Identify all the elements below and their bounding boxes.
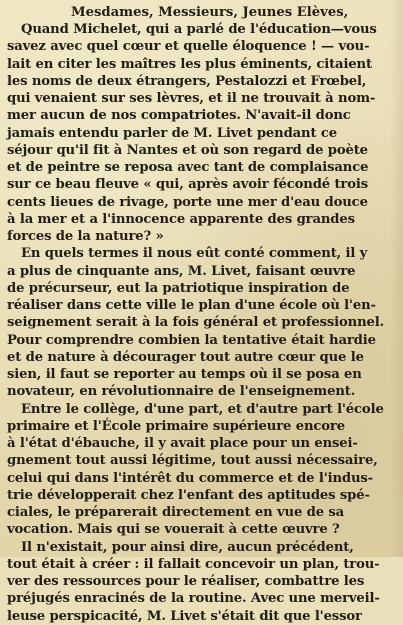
text-line: vocation. Mais qui se vouerait à cette œuvre ? <box>7 522 340 538</box>
text-line: seignement serait à la fois général et professionnel. <box>7 315 385 331</box>
text-line: réaliser dans cette ville le plan d'une école où l'en- <box>7 298 376 313</box>
text-line: savez avec quel cœur et quelle éloquence ! — vou- <box>7 39 370 55</box>
text-line: préjugés enracinés de la routine. Avec une merveil- <box>7 591 380 607</box>
text-line: Il n'existait, pour ainsi dire, aucun précédent, <box>21 539 354 555</box>
text-line: cents lieues de rivage, porte une mer d'eau douce <box>7 194 368 210</box>
text-line: celui qui dans l'intérêt du commerce et de l'indus- <box>7 470 374 486</box>
text-line: lait en citer les maîtres les plus éminents, citaient <box>7 56 372 72</box>
text-line: ciales, le préparerait directement en vue de sa <box>7 505 345 520</box>
text-line: à la mer et a l'innocence apparente des grandes <box>7 211 355 227</box>
text-line: gnement tout aussi légitime, tout aussi nécessaire, <box>7 453 378 469</box>
text-line: et de nature à décourager tout autre cœur que le <box>7 349 364 365</box>
text-line: mer aucun de nos compatriotes. N'avait-il donc <box>7 108 351 124</box>
text-line: trie développerait chez l'enfant des aptitudes spé- <box>7 487 370 503</box>
text-line: Entre le collège, d'une part, et d'autre part l'école <box>21 401 384 417</box>
text-line: sien, il faut se reporter au temps où il se posa en <box>7 367 362 382</box>
article-body <box>7 21 398 625</box>
text-line: forces de la nature? » <box>7 229 164 244</box>
text-line: sur ce beau fleuve « qui, après avoir fécondé trois <box>7 177 369 193</box>
text-line: leuse perspicacité, M. Livet s'était dit que l'essor <box>7 608 362 624</box>
text-line: Pour comprendre combien la tentative était hardie <box>7 332 376 348</box>
text-line: Quand Michelet, qui a parlé de l'éducation—vous <box>21 22 377 37</box>
text-line: novateur, en révolutionnaire de l'enseignement. <box>7 384 356 400</box>
text-line: à l'état d'ébauche, il y avait place pour un ensei- <box>7 436 358 451</box>
text-line: primaire et l'École primaire supérieure encore <box>7 418 345 434</box>
text-line: jamais entendu parler de M. Livet pendant ce <box>7 125 337 141</box>
text-line: séjour qu'il fit à Nantes et où son regard de poète <box>7 142 368 158</box>
text-line: En quels termes il nous eût conté comment, il y <box>21 246 368 262</box>
text-line: qui venaient sur ses lèvres, et il ne trouvait à nom- <box>7 91 376 106</box>
text-line: de précurseur, eut la patriotique inspiration de <box>7 280 350 296</box>
text-line: tout était à créer : il fallait concevoir un plan, trou- <box>7 556 380 572</box>
text-line: les noms de deux étrangers, Pestalozzi et Frœbel, <box>7 73 367 89</box>
salutation: Mesdames, Messieurs, Jeunes Elèves, <box>71 5 349 20</box>
text-line: et de peintre se reposa avec tant de complaisance <box>7 160 369 175</box>
text-line: ver des ressources pour le réaliser, combattre les <box>7 574 365 589</box>
text-line: a plus de cinquante ans, M. Livet, faisant œuvre <box>7 263 356 279</box>
